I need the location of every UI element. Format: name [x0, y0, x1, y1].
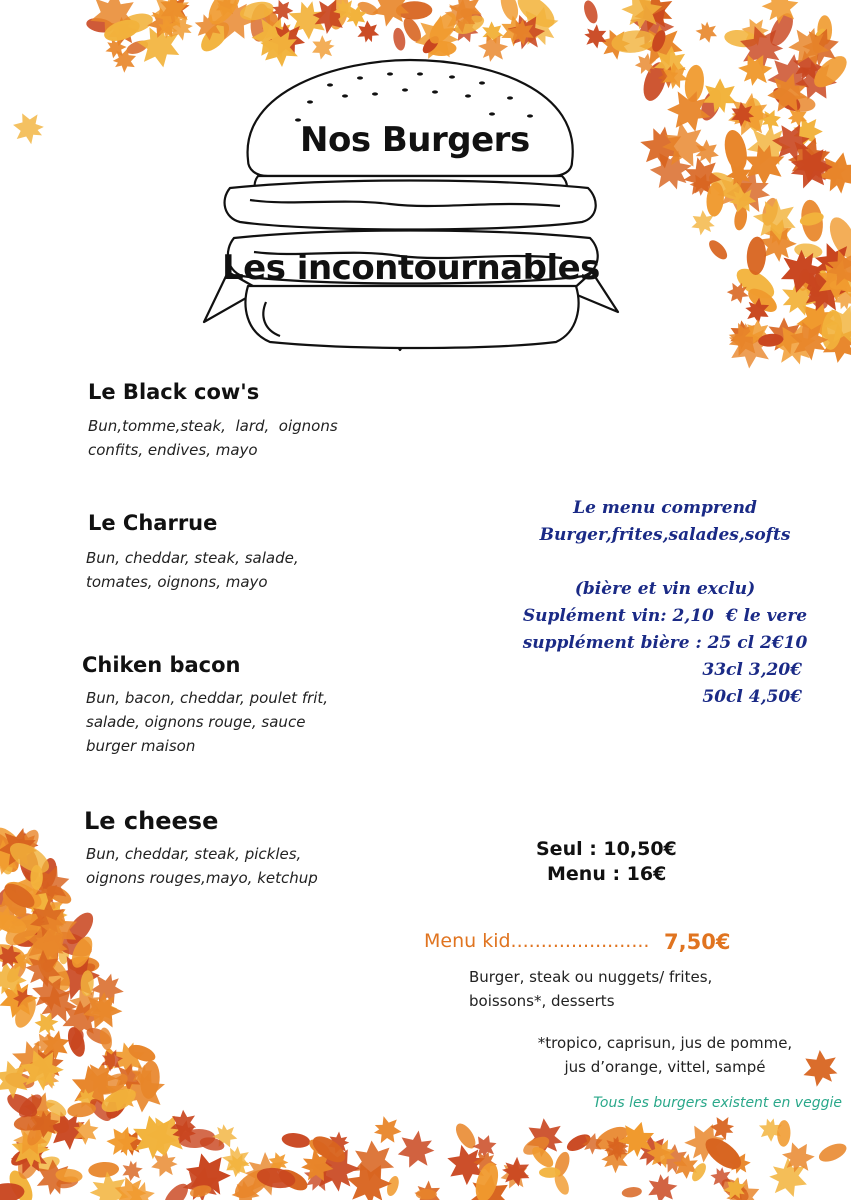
- kid-menu-price: 7,50€: [664, 930, 731, 954]
- page-title: Nos Burgers: [300, 120, 530, 160]
- description-line: oignons rouges,mayo, ketchup: [86, 869, 318, 887]
- description-line: Bun, cheddar, steak, pickles,: [86, 845, 302, 863]
- menu-item-description: [86, 546, 356, 594]
- description-line: Bun, cheddar, steak, salade,: [86, 549, 299, 567]
- menu-info-line: (bière et vin exclu): [574, 579, 756, 599]
- menu-info-line: 33cl 3,20€: [702, 660, 802, 680]
- menu-info-line: Burger,frites,salades,softs: [539, 525, 791, 545]
- drinks-list: [520, 1031, 810, 1079]
- menu-info-line: supplément bière : 25 cl 2€10: [522, 633, 808, 653]
- description-line: burger maison: [86, 737, 196, 755]
- description-line: tomates, oignons, mayo: [86, 573, 268, 591]
- menu-info-block: [520, 495, 810, 711]
- menu-info-line: Le menu comprend: [573, 498, 757, 518]
- veggie-note: Tous les burgers existent en veggie: [593, 1095, 842, 1111]
- menu-item-name: Chiken bacon: [82, 653, 241, 677]
- drinks-line: *tropico, caprisun, jus de pomme,: [537, 1034, 793, 1052]
- price-seul: Seul : 10,50€: [536, 838, 677, 860]
- menu-info-line: 50cl 4,50€: [702, 687, 802, 707]
- drinks-line: jus d’orange, vittel, sampé: [564, 1058, 766, 1076]
- page-subtitle: Les incontournables: [222, 248, 600, 288]
- menu-item-name: Le Black cow's: [88, 380, 260, 404]
- menu-item-name: Le cheese: [84, 807, 219, 835]
- menu-item-description: [86, 842, 356, 890]
- kid-menu-description: [469, 965, 769, 1013]
- menu-item-name: Le Charrue: [88, 511, 218, 535]
- menu-info-line: Suplément vin: 2,10 € le vere: [522, 606, 808, 626]
- description-line: Bun,tomme,steak, lard, oignons: [88, 417, 338, 435]
- description-line: boissons*, desserts: [469, 992, 615, 1010]
- spacer: [520, 549, 810, 576]
- description-line: Burger, steak ou nuggets/ frites,: [469, 968, 713, 986]
- burger-illustration: [190, 50, 630, 360]
- menu-item-description: [88, 414, 358, 462]
- menu-item-description: [86, 686, 356, 758]
- kid-menu-label: Menu kid.......................: [424, 930, 650, 952]
- description-line: salade, oignons rouge, sauce: [86, 713, 306, 731]
- price-menu: Menu : 16€: [547, 863, 667, 885]
- description-line: Bun, bacon, cheddar, poulet frit,: [86, 689, 329, 707]
- description-line: confits, endives, mayo: [88, 441, 258, 459]
